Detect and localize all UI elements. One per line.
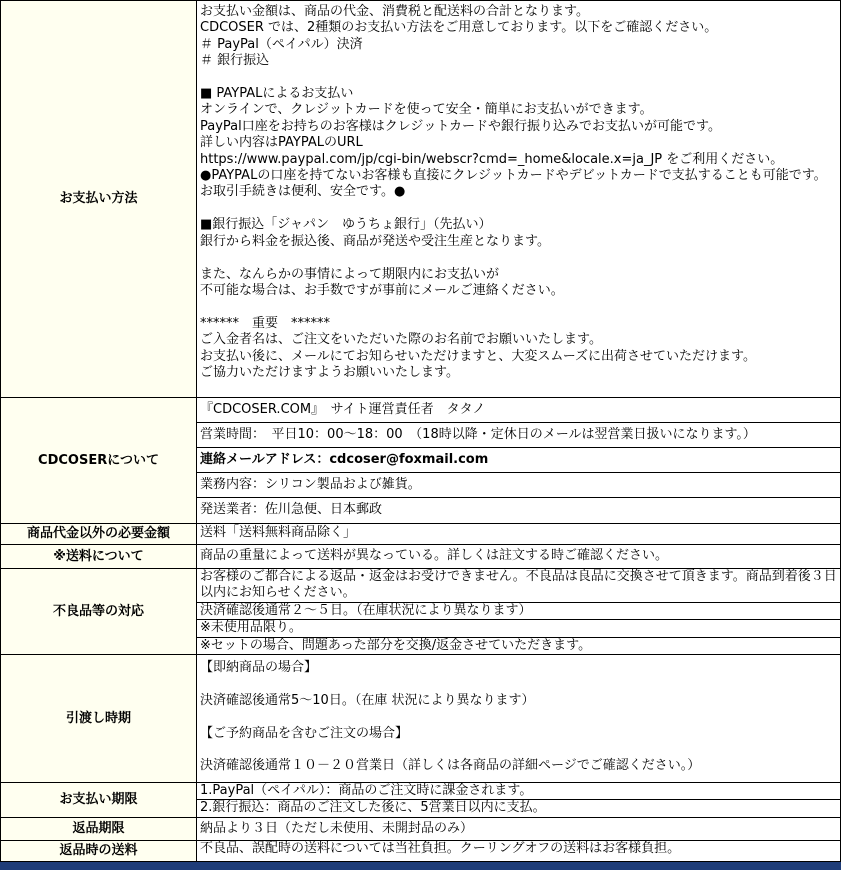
row-header: 返品時の送料 (1, 841, 197, 861)
text-line (200, 250, 837, 266)
row-section (197, 1, 840, 397)
footer-bar (0, 862, 841, 870)
text-line: 業務内容：シリコン製品および雑貨。 (200, 477, 421, 492)
row-section (197, 818, 840, 840)
text-line: ※未使用品限り。 (200, 620, 302, 636)
text-line: 送料「送料無料商品除く」 (200, 525, 357, 540)
text-line: CDCOSER では、2種類のお支払い方法をご用意しております。以下をご確認ください。 (200, 20, 718, 36)
text-line: 発送業者：佐川急便、日本郵政 (200, 502, 383, 517)
row-content (197, 545, 840, 568)
text-line: 【即納商品の場合】 (200, 660, 318, 676)
table-row (1, 524, 840, 545)
row-section (197, 423, 840, 448)
text-line: オンラインで、クレジットカードを使って安全・簡単にお支払いができます。 (200, 102, 653, 118)
row-header: 返品期限 (1, 818, 197, 840)
row-content (197, 818, 840, 840)
text-line: お支払い金額は、商品の代金、消費税と配送料の合計となります。 (200, 4, 589, 19)
table-row (1, 398, 840, 524)
text-line: ■銀行振込「ジャパン ゆうちょ銀行」（先払い） (200, 217, 492, 233)
row-section (197, 569, 840, 603)
table-row (1, 655, 840, 783)
row-section (197, 448, 840, 473)
row-header: ※送料について (1, 545, 197, 568)
row-content (197, 655, 840, 782)
row-section (197, 473, 840, 498)
row-section (197, 498, 840, 523)
row-header: 引渡し時期 (1, 655, 197, 782)
table-row (1, 569, 840, 655)
row-content (197, 398, 840, 523)
text-line (200, 676, 837, 692)
row-header: CDCOSERについて (1, 398, 197, 523)
text-line: 不可能な場合は、お手数ですが事前にメールご連絡ください。 (200, 282, 564, 298)
table-row (1, 545, 840, 569)
row-section (197, 398, 840, 423)
text-line: お取引手続きは便利、安全です。● (200, 184, 406, 200)
row-header: お支払い期限 (1, 783, 197, 817)
text-line: 1.PayPal（ペイパル）：商品のご注文時に課金されます。 (200, 783, 533, 799)
text-line (200, 70, 837, 86)
text-line: https://www.paypal.com/jp/cgi-bin/webscr?cmd=_home&locale.x=ja_JP をご利用ください。 (200, 151, 784, 167)
text-line: ＃ PayPal（ペイパル）決済 (200, 36, 363, 52)
text-line: ご入金者名は、ご注文をいただいた際のお名前でお願いいたします。 (200, 332, 602, 348)
text-line: 連絡メールアドレス：cdcoser@foxmail.com (200, 452, 489, 467)
row-content (197, 524, 840, 544)
text-line: 決済確認後通常２～５日。（在庫状況により異なります） (200, 602, 532, 618)
row-content (197, 569, 840, 654)
text-line: 『CDCOSER.COM』 サイト運営責任者 タタノ (200, 402, 486, 417)
text-line: 決済確認後通常5～10日。（在庫 状況により異なります） (200, 692, 535, 708)
row-section (197, 841, 840, 861)
text-line: お支払い後に、メールにてお知らせいただけますと、大変スムーズに出荷させていただけます。 (200, 348, 757, 364)
row-content (197, 1, 840, 397)
text-line (200, 742, 837, 758)
table-row (1, 818, 840, 841)
text-line: ****** 重要 ****** (200, 315, 331, 331)
row-section (197, 620, 840, 637)
table-row (1, 783, 840, 818)
text-line: ご協力いただけますようお願いいたします。 (200, 364, 459, 380)
text-line: ＃ 銀行振込 (200, 53, 270, 69)
row-section (197, 783, 840, 800)
text-line: 2.銀行振込：商品のご注文した後に、5営業日以内に支払。 (200, 800, 546, 816)
text-line: 銀行から料金を振込後、商品が発送や受注生産となります。 (200, 233, 550, 249)
row-section (197, 655, 840, 782)
text-line: ■ PAYPALによるお支払い (200, 86, 354, 102)
text-line: ●PAYPALの口座を持てないお客様も直接にクレジットカードやデビットカードで支払することも可能です。 (200, 168, 827, 184)
row-section (197, 638, 840, 654)
text-line: お客様のご都合による返品・返金はお受けできません。不良品は良品に交換させて頂きます。商品到着後３日以内にお知らせください。 (200, 569, 837, 601)
text-line: 【ご予約商品を含むご注文の場合】 (200, 725, 409, 741)
table-row (1, 841, 840, 862)
row-section (197, 603, 840, 620)
text-line: PayPal口座をお持ちのお客様はクレジットカードや銀行振り込みでお支払いが可能です。 (200, 118, 721, 134)
row-section (197, 800, 840, 816)
row-content (197, 841, 840, 861)
text-line: 納品より３日（ただし未使用、未開封品のみ） (200, 820, 474, 836)
text-line: 商品の重量によって送料が異なっている。詳しくは註文する時ご確認ください。 (200, 548, 669, 563)
row-section (197, 524, 840, 544)
text-line: 不良品、誤配時の送料については当社負担。クーリングオフの送料はお客様負担。 (200, 841, 681, 857)
text-line: 決済確認後通常１０－２０営業日（詳しくは各商品の詳細ページでご確認ください。） (200, 758, 701, 774)
text-line (200, 201, 837, 217)
table-row (1, 1, 840, 398)
row-header: お支払い方法 (1, 1, 197, 397)
text-line: ※セットの場合、問題あった部分を交換/返金させていただきます。 (200, 637, 592, 653)
text-line (200, 709, 837, 725)
row-header: 商品代金以外の必要金額 (1, 524, 197, 544)
text-line (200, 299, 837, 315)
text-line: また、なんらかの事情によって期限内にお支払いが (200, 266, 500, 282)
text-line: 詳しい内容はPAYPALのURL (200, 135, 363, 151)
text-line: 営業時間： 平日10：00～18：00 （18時以降・定休日のメールは翌営業日扱いになります。） (200, 427, 756, 442)
row-content (197, 783, 840, 817)
row-section (197, 545, 840, 568)
row-header: 不良品等の対応 (1, 569, 197, 654)
